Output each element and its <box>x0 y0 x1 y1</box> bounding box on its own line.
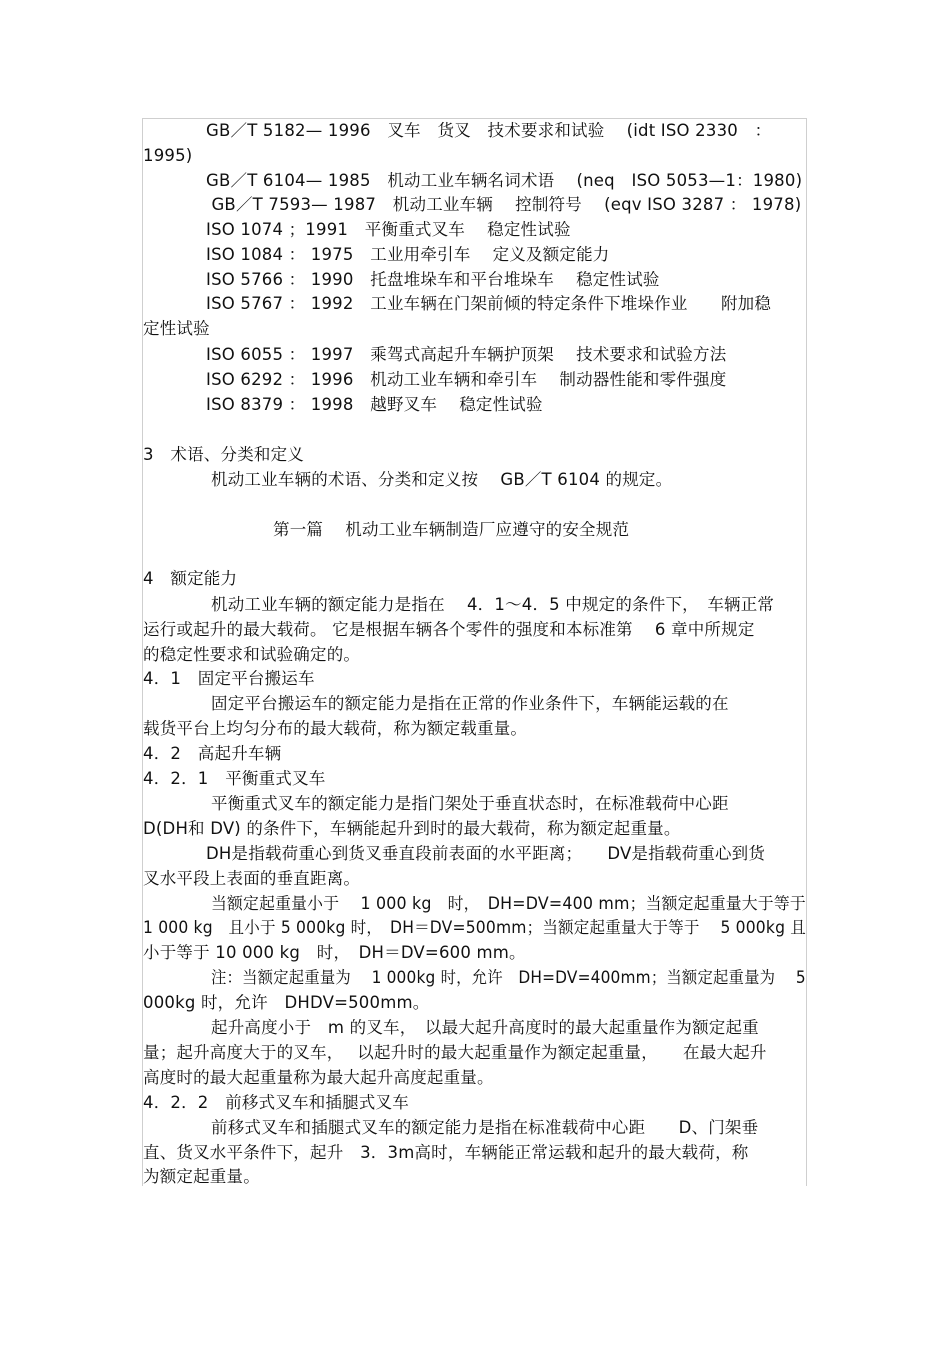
section-4-2-heading: 4．2 高起升车辆 <box>143 744 282 763</box>
section-4-1-heading: 4．1 固定平台搬运车 <box>143 669 315 688</box>
ref-iso1074: ISO 1074 ；1991 平衡重式叉车 稳定性试验 <box>206 220 571 239</box>
section-4-1-paragraph-line: 固定平台搬运车的额定能力是指在正常的作业条件下，车辆能运载的在 <box>211 694 729 713</box>
section-4-2-2-paragraph-line: 直、货叉水平条件下，起升 3．3m高时，车辆能正常运载和起升的最大载荷，称 <box>143 1143 749 1162</box>
ref-iso8379: ISO 8379 ： 1998 越野叉车 稳定性试验 <box>206 395 543 414</box>
note-line: 000kg 时，允许 DHDV=500mm。 <box>143 993 430 1012</box>
ref-iso1084: ISO 1084 ： 1975 工业用牵引车 定义及额定能力 <box>206 245 610 264</box>
section-4-2-2-heading: 4．2．2 前移式叉车和插腿式叉车 <box>143 1093 409 1112</box>
section-4-paragraph-line: 运行或起升的最大载荷。 它是根据车辆各个零件的强度和本标准第 6 章中所规定 <box>143 620 755 639</box>
ref-iso5766: ISO 5766 ： 1990 托盘堆垛车和平台堆垛车 稳定性试验 <box>206 270 660 289</box>
note-line: 注：当额定起重量为 1 000kg 时，允许 DH=DV=400mm；当额定起重量为 5 <box>211 968 806 987</box>
ref-iso5767: ISO 5767 ： 1992 工业车辆在门架前倾的特定条件下堆垛作业 附加稳 <box>206 294 772 313</box>
page-frame-top <box>142 118 806 119</box>
ref-gb5182: GB／T 5182— 1996 叉车 货叉 技术要求和试验 (idt ISO 2330 ： <box>206 121 772 140</box>
section-4-2-2-paragraph-line: 前移式叉车和插腿式叉车的额定能力是指在标准载荷中心距 D、门架垂 <box>211 1118 759 1137</box>
section-3-heading: 3 术语、分类和定义 <box>143 445 304 464</box>
lift-height-line: 起升高度小于 m 的叉车， 以最大起升高度时的最大起重量作为额定起重 <box>211 1018 759 1037</box>
lift-height-line: 高度时的最大起重量称为最大起升高度起重量。 <box>143 1068 494 1087</box>
section-4-2-2-paragraph-line: 为额定起重量。 <box>143 1167 260 1186</box>
section-4-2-1-definition-line: 叉水平段上表面的垂直距离。 <box>143 869 361 888</box>
lift-height-line: 量；起升高度大于的叉车， 以起升时的最大起重量作为额定起重量， 在最大起升 <box>143 1043 767 1062</box>
ref-gb5182-cont: 1995) <box>143 146 193 165</box>
section-4-2-1-load-center-line: 当额定起重量小于 1 000 kg 时， DH=DV=400 mm；当额定起重量大于等于 <box>211 894 806 913</box>
section-4-2-1-paragraph-line: D(DH和 DV) 的条件下，车辆能起升到时的最大载荷，称为额定起重量。 <box>143 819 681 838</box>
section-4-1-paragraph-line: 载货平台上均匀分布的最大载荷，称为额定载重量。 <box>143 719 528 738</box>
ref-iso6292: ISO 6292 ： 1996 机动工业车辆和牵引车 制动器性能和零件强度 <box>206 370 727 389</box>
ref-iso5767-cont: 定性试验 <box>143 319 210 338</box>
ref-gb6104: GB／T 6104— 1985 机动工业车辆名词术语 (neq ISO 5053—1：1980) <box>206 171 803 190</box>
ref-iso6055: ISO 6055 ： 1997 乘驾式高起升车辆护顶架 技术要求和试验方法 <box>206 345 727 364</box>
section-3-body: 机动工业车辆的术语、分类和定义按 GB／T 6104 的规定。 <box>211 470 673 489</box>
section-4-2-1-paragraph-line: 平衡重式叉车的额定能力是指门架处于垂直状态时，在标准载荷中心距 <box>211 794 729 813</box>
section-4-2-1-load-center-line: 1 000 kg 且小于 5 000kg 时， DH＝DV=500mm；当额定起重量大于等于 5 000kg 且 <box>143 918 806 937</box>
section-4-2-1-load-center-line: 小于等于 10 000 kg 时， DH＝DV=600 mm。 <box>143 943 526 962</box>
page-frame-right <box>806 118 807 1186</box>
part-title: 第一篇 机动工业车辆制造厂应遵守的安全规范 <box>273 520 630 539</box>
section-4-paragraph-line: 的稳定性要求和试验确定的。 <box>143 645 361 664</box>
section-4-2-1-definition-line: DH是指载荷重心到货叉垂直段前表面的水平距离； DV是指载荷重心到货 <box>206 844 766 863</box>
section-4-heading: 4 额定能力 <box>143 569 238 588</box>
section-4-paragraph-line: 机动工业车辆的额定能力是指在 4．1～4．5 中规定的条件下， 车辆正常 <box>211 595 775 614</box>
section-4-2-1-heading: 4．2．1 平衡重式叉车 <box>143 769 326 788</box>
ref-gb7593: GB／T 7593— 1987 机动工业车辆 控制符号 (eqv ISO 3287 ： 1978) <box>206 195 802 214</box>
